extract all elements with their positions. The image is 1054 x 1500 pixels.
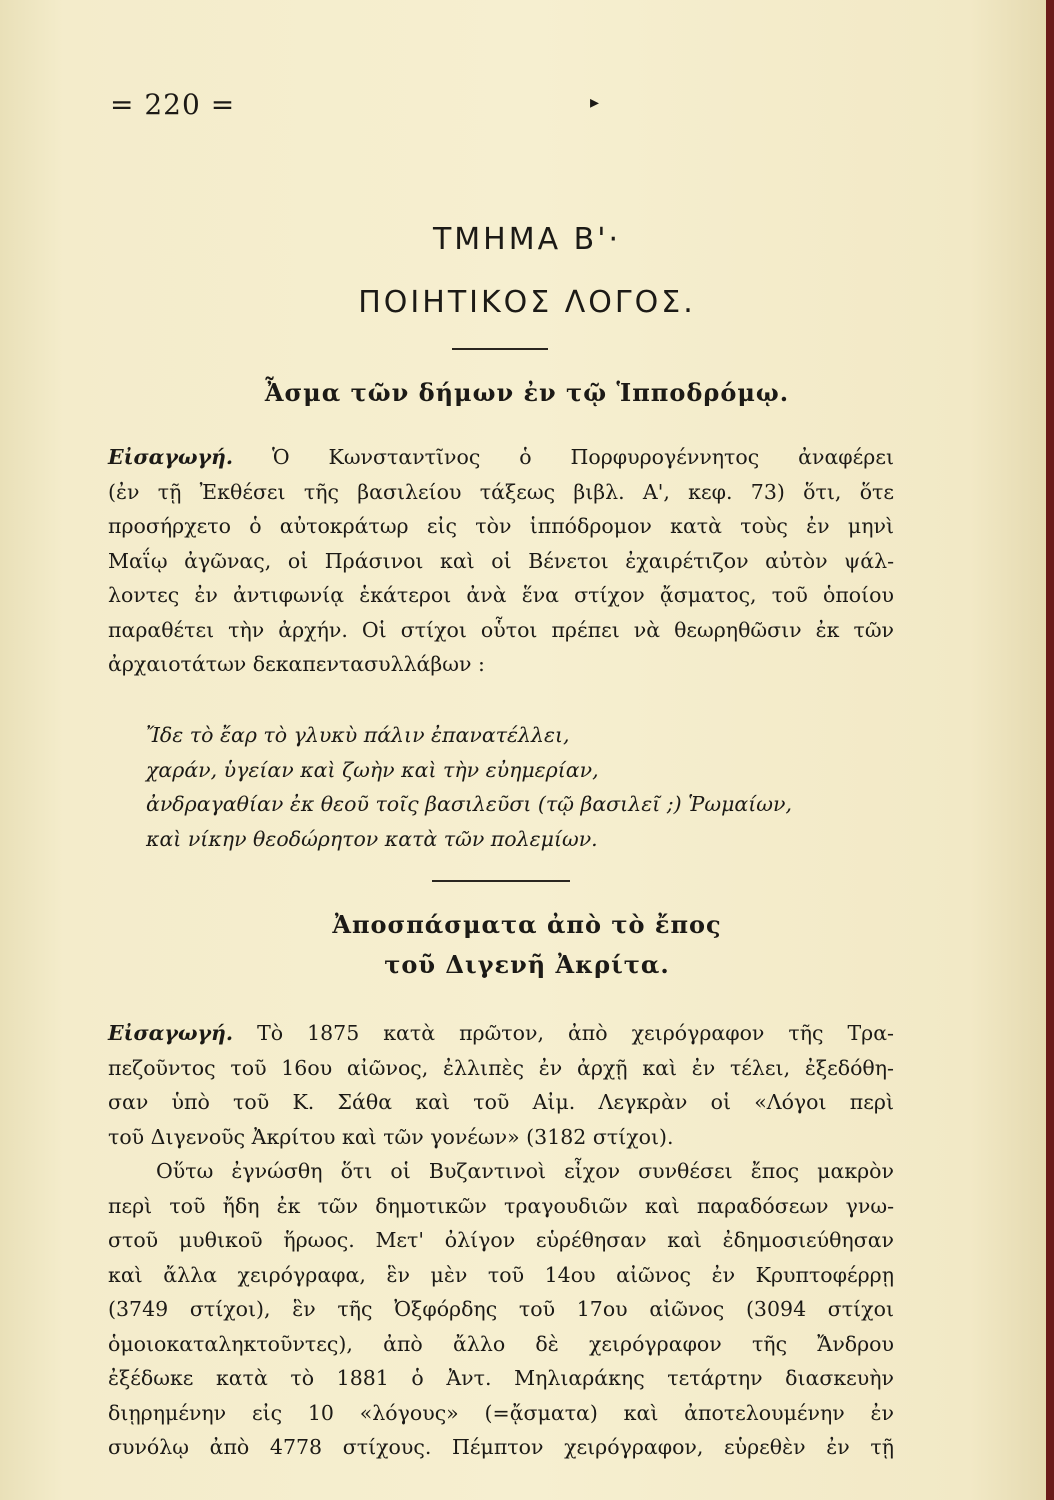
- intro-paragraph-1: [108, 440, 894, 682]
- intro-label: Εἰσαγωγή.: [108, 1021, 234, 1045]
- text-line: ἐξέδωκε κατὰ τὸ 1881 ὁ Ἀντ. Μηλιαράκης τετάρτην διασκευὴν: [108, 1366, 894, 1390]
- text-line: (3749 στίχοι), ἓν τῆς Ὀξφόρδης τοῦ 17ου αἰῶνος (3094 στίχοι: [108, 1297, 894, 1321]
- text-line: [108, 440, 894, 475]
- text-line: ὁμοιοκαταληκτοῦντες), ἀπὸ ἄλλο δὲ χειρόγραφον τῆς Ἄνδρου: [108, 1331, 894, 1356]
- verse-quote: [146, 718, 906, 856]
- page-number: = 220 =: [110, 88, 236, 121]
- text-line: σαν ὑπὸ τοῦ Κ. Σάθα καὶ τοῦ Αἰμ. Λεγκρὰν οἱ «Λόγοι περὶ: [108, 1090, 894, 1114]
- heading-digenis-line2: τοῦ Διγενῆ Ἀκρίτα.: [384, 950, 670, 979]
- text-line: τοῦ Διγενοῦς Ἀκρίτου καὶ τῶν γονέων» (3182 στίχοι).: [108, 1124, 674, 1149]
- text-line: λοντες ἐν ἀντιφωνίᾳ ἑκάτεροι ἀνὰ ἕνα στίχον ᾄσματος, τοῦ ὁποίου: [108, 583, 894, 607]
- intro-paragraph-2: [108, 1016, 894, 1154]
- text-line: Οὕτω ἐγνώσθη ὅτι οἱ Βυζαντινοὶ εἶχον συνθέσει ἔπος μακρὸν: [156, 1159, 894, 1183]
- margin-marker: ▸: [590, 92, 600, 113]
- body-paragraph: [108, 1154, 894, 1465]
- heading-digenis-line1: Ἀποσπάσματα ἀπὸ τὸ ἔπος: [332, 910, 722, 939]
- divider: [452, 348, 548, 350]
- text-line: προσήρχετο ὁ αὐτοκράτωρ εἰς τὸν ἱππόδρομον κατὰ τοὺς ἐν μηνὶ: [108, 514, 894, 538]
- section-subtitle: ΠΟΙΗΤΙΚΟΣ ΛΟΓΟΣ.: [358, 285, 696, 320]
- text-line: (ἐν τῇ Ἐκθέσει τῆς βασιλείου τάξεως βιβλ. Α', κεφ. 73) ὅτι, ὅτε: [108, 479, 894, 504]
- text-line: [108, 1016, 894, 1051]
- intro-label: Εἰσαγωγή.: [108, 445, 234, 469]
- divider: [432, 880, 570, 882]
- text-line: παραθέτει τὴν ἀρχήν. Οἱ στίχοι οὗτοι πρέπει νὰ θεωρηθῶσιν ἐκ τῶν: [108, 617, 894, 642]
- verse-line: ἀνδραγαθίαν ἐκ θεοῦ τοῖς βασιλεῦσι (τῷ βασιλεῖ ;) Ῥωμαίων,: [146, 792, 792, 816]
- text-line: περὶ τοῦ ἤδη ἐκ τῶν δημοτικῶν τραγουδιῶν καὶ παραδόσεων γνω-: [108, 1193, 894, 1218]
- verse-line: καὶ νίκην θεοδώρητον κατὰ τῶν πολεμίων.: [146, 826, 598, 851]
- text-span: Ὁ Κωνσταντῖνος ὁ Πορφυρογέννητος ἀναφέρει: [271, 445, 894, 469]
- section-title: ΤΜΗΜΑ Β'·: [432, 222, 622, 257]
- text-line: συνόλῳ ἀπὸ 4778 στίχους. Πέμπτον χειρόγραφον, εὑρεθὲν ἐν τῇ: [108, 1435, 894, 1459]
- text-span: Τὸ 1875 κατὰ πρῶτον, ἀπὸ χειρόγραφον τῆς Τρα-: [257, 1021, 894, 1045]
- text-line: διῃρημένην εἰς 10 «λόγους» (=ᾄσματα) καὶ ἀποτελουμένην ἐν: [108, 1400, 894, 1425]
- heading-hippodrome-song: Ἆσμα τῶν δήμων ἐν τῷ Ἱπποδρόμῳ.: [264, 378, 790, 407]
- text-line: Μαΐῳ ἀγῶνας, οἱ Πράσινοι καὶ οἱ Βένετοι ἐχαιρέτιζον αὐτὸν ψάλ-: [108, 548, 894, 573]
- text-line: ἀρχαιοτάτων δεκαπεντασυλλάβων :: [108, 652, 485, 676]
- verse-line: χαράν, ὑγείαν καὶ ζωὴν καὶ τὴν εὐημερίαν,: [146, 757, 599, 782]
- verse-line: Ἴδε τὸ ἔαρ τὸ γλυκὺ πάλιν ἐπανατέλλει,: [146, 723, 570, 747]
- text-line: καὶ ἄλλα χειρόγραφα, ἓν μὲν τοῦ 14ου αἰῶνος ἐν Κρυπτοφέρρῃ: [108, 1262, 894, 1287]
- text-line: πεζοῦντος τοῦ 16ου αἰῶνος, ἐλλιπὲς ἐν ἀρχῇ καὶ ἐν τέλει, ἐξεδόθη-: [108, 1055, 894, 1080]
- text-line: στοῦ μυθικοῦ ἥρωος. Μετ' ὀλίγον εὑρέθησαν καὶ ἐδημοσιεύθησαν: [108, 1228, 894, 1252]
